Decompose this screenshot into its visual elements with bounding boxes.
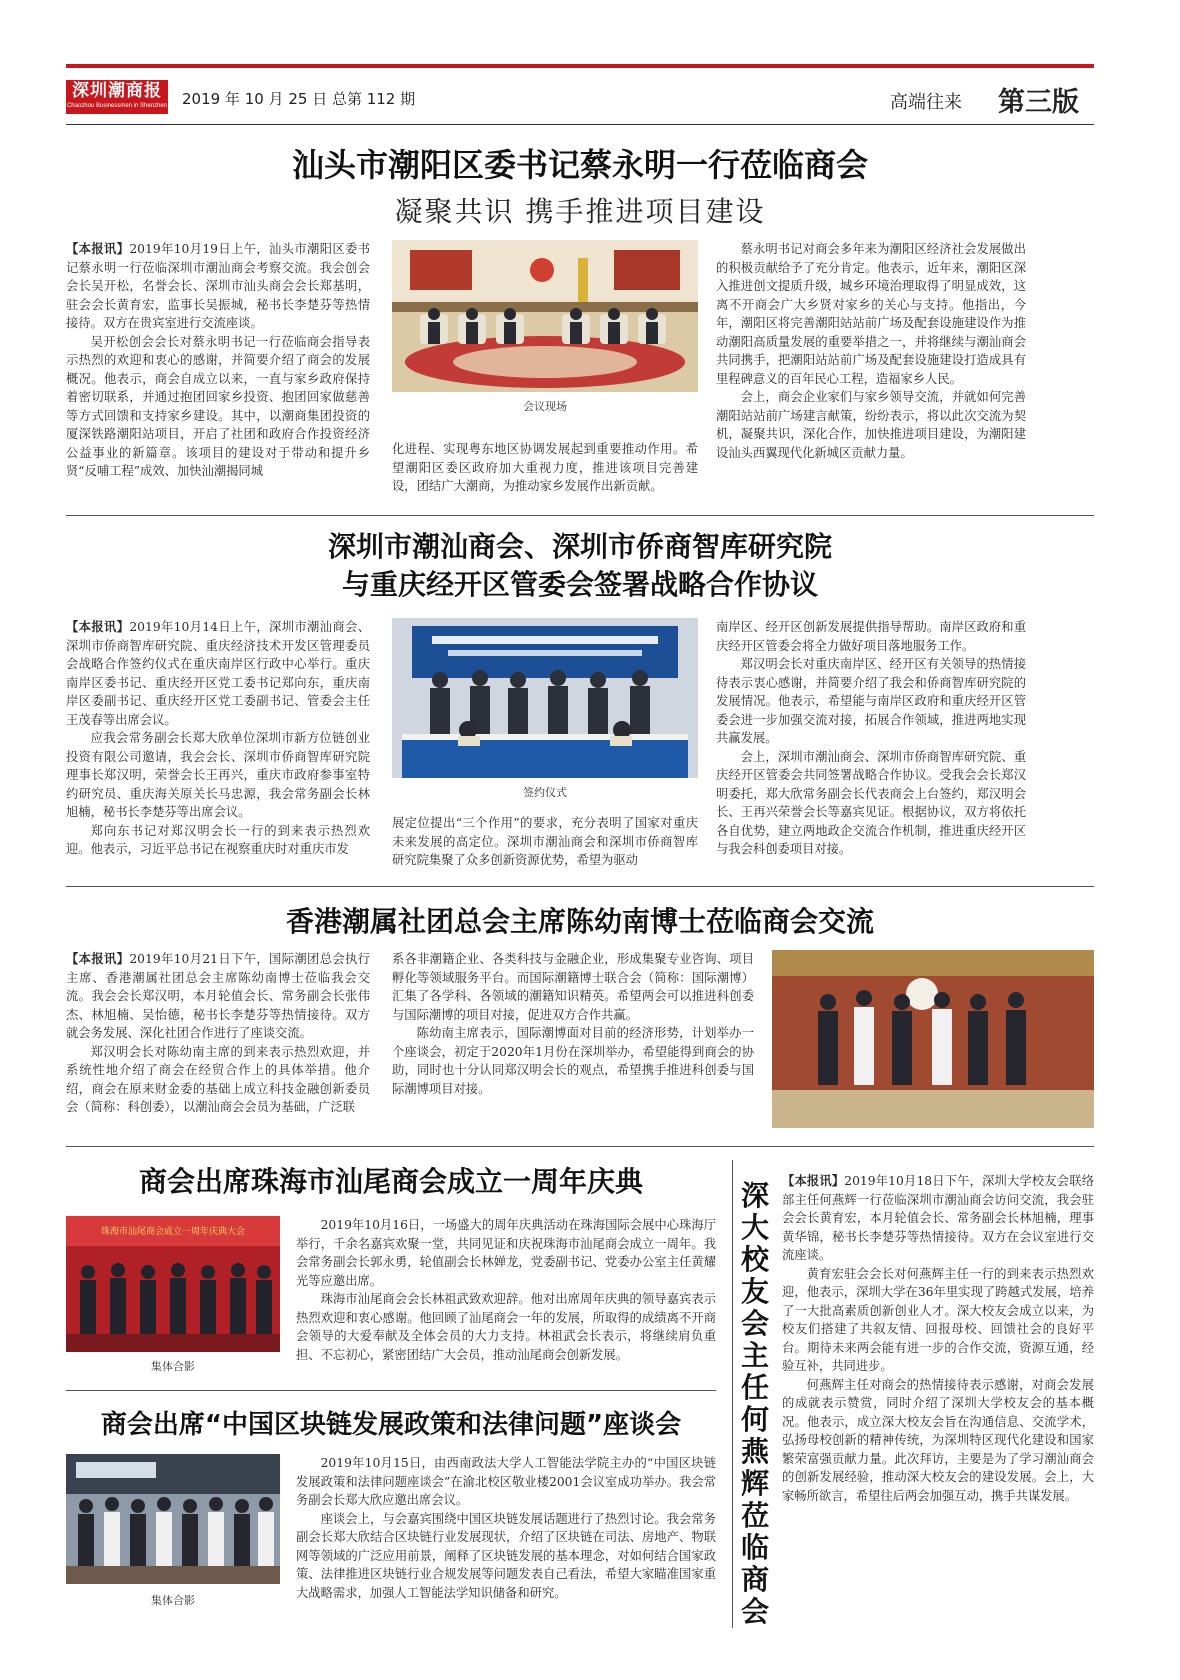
article3-divider [66, 1146, 1094, 1147]
logo-english: Chaozhou Businessmen in Shenzhen [66, 103, 168, 109]
article6-title: 深大校友会主任何燕辉莅临商会 [740, 1179, 769, 1628]
article1-para-1: 2019年10月19日上午，汕头市潮阳区委书记蔡永明一行莅临深圳市潮汕商会考察交流。我会创会会长吴开松，名誉会长、深圳市汕头商会会长郑基明，驻会会长黄育宏，监事长吴振城，秘书长李楚芬等热情接待。双方在贵宾室进行交流座谈。 [66, 242, 370, 330]
article6-para-2: 黄育宏驻会会长对何燕辉主任一行的到来表示热烈欢迎，他表示，深圳大学在36年里实现了跨越式发展，培养了一大批高素质创新创业人才。深大校友会成立以来，为校友们搭建了共叙友情、回报母校、回馈社会的良好平台。期待未来两会能有进一步的合作交流，资源互通，经验互补，共同进步。 [782, 1266, 1094, 1373]
masthead [66, 76, 1094, 120]
article1-para-3: 化进程、实现粤东地区协调发展起到重要推动作用。希望潮阳区委区政府加大重视力度，推进该项目完善建设，团结广大潮商，为推动家乡发展作出新贡献。 [392, 442, 698, 493]
article3-para-3: 系各非潮籍企业、各类科技与金融企业，形成集聚专业咨询、项目孵化等领域服务平台。而国际潮籍博士联合会（简称：国际潮博）汇集了各学科、各领域的潮籍知识精英。希望两会可以推进科创委与国际潮博的项目对接，促进双方合作共赢。 [392, 952, 754, 1022]
article2-column-3 [716, 618, 1026, 870]
article4-para-1: 2019年10月16日，一场盛大的周年庆典活动在珠海国际会展中心珠海厅举行，千余名嘉宾欢聚一堂，共同见证和庆祝珠海市汕尾商会成立一周年。我会常务副会长郭永勇，轮值副会长林婵龙，党委副书记、党委办公室主任黄耀光等应邀出席。 [296, 1218, 716, 1288]
article1-column-2 [392, 440, 698, 496]
article2-signing-photo [392, 618, 698, 778]
masthead-rule [66, 124, 1094, 125]
article2-para-6: 郑汉明会长对重庆南岸区、经开区有关领导的热情接待表示衷心感谢，并简要介绍了我会和侨商智库研究院的发展情况。他表示，希望能与南岸区政府和重庆经开区管委会进一步加强交流对接，拓展合作领域，推进两地实现共赢发展。 [716, 657, 1026, 745]
article2-para-1: 2019年10月14日上午，深圳市潮汕商会、深圳市侨商智库研究院、重庆经济技术开发区管理委员会战略合作签约仪式在重庆南岸区行政中心举行。重庆南岸区委书记、重庆经开区党工委书记郑向东，重庆南岸区委副书记、重庆经开区党工委副书记、管委会主任王茂春等出席会议。 [66, 620, 370, 727]
article1-column-1 [66, 240, 370, 496]
article2-divider [66, 886, 1094, 887]
newspaper-logo[interactable] [66, 80, 168, 114]
article1-meeting-photo [392, 240, 698, 392]
article4-anniversary-photo [66, 1216, 280, 1352]
article1-para-4: 蔡永明书记对商会多年来为潮阳区经济社会发展做出的积极贡献给予了充分肯定。他表示，近年来，潮阳区深入推进创文提质升级，城乡环境治理取得了明显成效，这离不开商会广大乡贤对家乡的关心与支持。他指出，今年，潮阳区将完善潮阳站站前广场及配套设施建设作为推动潮阳高质量发展的重要举措之一，并将继续与潮汕商会共同携手，把潮阳站站前广场及配套设施建设打造成具有里程碑意义的百年民心工程，造福家乡人民。 [716, 242, 1026, 386]
article5-title: 商会出席“中国区块链发展政策和法律问题”座谈会 [100, 1410, 682, 1440]
masthead-red-bar [66, 64, 1094, 68]
article6-column-divider [732, 1160, 733, 1628]
article1-column-3 [716, 240, 1026, 496]
article4-banner-text: 珠海市汕尾商会成立一周年庆典大会 [100, 1227, 245, 1237]
article2-para-7: 会上，深圳市潮汕商会、深圳市侨商智库研究院、重庆经开区管委会共同签署战略合作协议。受我会会长郑汉明委托，郑大欣常务副会长代表商会上台签约，郑汉明会长、王再兴荣誉会长等嘉宾见证。根据协议，双方将依托各自优势，建立两地政企交流合作机制，推进重庆经开区与我会科创委项目对接。 [716, 749, 1026, 856]
article1-subtitle: 凝聚共识 携手推进项目建设 [394, 195, 766, 228]
article6-body [782, 1172, 1094, 1628]
article4-title: 商会出席珠海市汕尾商会成立一周年庆典 [138, 1165, 643, 1198]
article3-group-photo [772, 950, 1094, 1128]
article5-seminar-photo [66, 1454, 280, 1584]
article3-title: 香港潮属社团总会主席陈幼南博士莅临商会交流 [285, 905, 874, 938]
logo-chinese: 深圳潮商报 [72, 81, 162, 101]
article3-tag: 【本报讯】 [66, 952, 130, 966]
article4-para-2: 珠海市汕尾商会会长林祖武致欢迎辞。他对出席周年庆典的领导嘉宾表示热烈欢迎和衷心感谢。他回顾了汕尾商会一年的发展，所取得的成绩离不开商会领导的大爱奉献及全体会员的大力支持。林祖武会长表示，将继续肩负重担、不忘初心，紧密团结广大会员，推动汕尾商会创新发展。 [296, 1292, 716, 1362]
article1-divider [66, 515, 1094, 516]
article6-tag: 【本报讯】 [782, 1174, 845, 1188]
article2-para-3: 郑向东书记对郑汉明会长一行的到来表示热烈欢迎。他表示，习近平总书记在视察重庆时对重庆市发 [66, 823, 370, 856]
article5-para-1: 2019年10月15日，由西南政法大学人工智能法学院主办的“中国区块链发展政策和法律问题座谈会”在渝北校区敬业楼2001会议室成功举办。我会常务副会长郑大欣应邀出席会议。 [296, 1456, 716, 1507]
article3-column-1 [66, 950, 370, 1134]
section-name: 高端往来 [890, 92, 962, 113]
article6-para-1: 2019年10月18日下午，深圳大学校友会联络部主任何燕辉一行莅临深圳市潮汕商会访问交流，我会驻会会长黄育宏，本月轮值会长、常务副会长林旭楠，理事黄华锦，秘书长李楚芬等热情接待。双方在会议室进行交流座谈。 [782, 1174, 1094, 1262]
article5-photo-caption: 集体合影 [151, 1594, 195, 1607]
article1-title: 汕头市潮阳区委书记蔡永明一行莅临商会 [291, 146, 868, 184]
article3-para-1: 2019年10月21日下午，国际潮团总会执行主席、香港潮属社团总会主席陈幼南博士莅临我会交流。我会会长郑汉明，本月轮值会长、常务副会长张伟杰、林旭楠、吴怡德，秘书长李楚芬等热情接待。双方就会务发展、深化社团合作进行了座谈交流。 [66, 952, 370, 1040]
article1-para-2: 吴开松创会会长对蔡永明书记一行莅临商会指导表示热烈的欢迎和衷心的感谢，并简要介绍了商会的发展概况。他表示，商会自成立以来，一直与家乡政府保持着密切联系，并通过抱团回家乡投资、抱团回家做慈善等方式回馈和支持家乡建设。其中，以潮商集团投资的厦深铁路潮阳站项目，开启了社团和政府合作投资经济公益事业的新篇章。该项目的建设对于带动和提升乡贤“反哺工程”成效、加快汕潮揭同城 [66, 334, 370, 478]
edition-number: 第三版 [998, 87, 1079, 118]
article5-para-2: 座谈会上，与会嘉宾围绕中国区块链发展话题进行了热烈讨论。我会常务副会长郑大欣结合区块链行业发展现状，介绍了区块链在司法、房地产、物联网等领域的广泛应用前景，阐释了区块链发展的基本理念，对如何结合国家政策、法律推进区块链行业合规发展等问题发表自己看法，希望大家瞄准国家重大战略需求，加强人工智能法学知识储备和研究。 [296, 1511, 716, 1600]
article6-para-3: 何燕辉主任对商会的热情接待表示感谢，对商会发展的成就表示赞赏，同时介绍了深圳大学校友会的基本概况。他表示，成立深大校友会旨在沟通信息、交流学术，弘扬母校创新的精神传统，为深圳特区现代化建设和国家繁荣富强贡献力量。此次拜访，主要是为了学习潮汕商会的创新发展经验，推动深大校友会的建设发展。会上，大家畅所欲言，希望往后两会加强互动，携手共谋发展。 [782, 1377, 1094, 1503]
article2-para-2: 应我会常务副会长郑大欣单位深圳市新方位链创业投资有限公司邀请，我会会长、深圳市侨商智库研究院理事长郑汉明，荣誉会长王再兴，重庆市政府参事室特约研究员、重庆海关原关长马忠源，我会常务副会长林旭楠，秘书长李楚芬等出席会议。 [66, 731, 370, 819]
article1-photo-caption: 会议现场 [523, 400, 567, 413]
article2-column-2 [392, 814, 698, 870]
article2-title-line2: 与重庆经开区管委会签署战略合作协议 [341, 568, 818, 601]
article3-column-2 [392, 950, 754, 1134]
article2-para-5: 南岸区、经开区创新发展提供指导帮助。南岸区政府和重庆经开区管委会将全力做好项目落地服务工作。 [716, 620, 1026, 653]
article1-para-5: 会上，商会企业家们与家乡领导交流，并就如何完善潮阳站站前广场建言献策，纷纷表示，将以此次交流为契机，凝聚共识，深化合作，加快推进项目建设，为潮阳建设汕头西翼现代化新城区贡献力量。 [716, 390, 1026, 460]
article3-para-4: 陈幼南主席表示，国际潮博面对目前的经济形势，计划举办一个座谈会，初定于2020年1月份在深圳举办，希望能得到商会的协助，同时也十分认同郑汉明会长的观点，希望携手推进科创委与国际潮博项目对接。 [392, 1026, 754, 1096]
article3-para-2: 郑汉明会长对陈幼南主席的到来表示热烈欢迎，并系统性地介绍了商会在经贸合作上的具体举措。他介绍，商会在原来财金委的基础上成立科技金融创新委员会（简称：科创委），以潮汕商会会员为基础，广泛联 [66, 1044, 370, 1114]
article2-title-line1: 深圳市潮汕商会、深圳市侨商智库研究院 [327, 530, 832, 563]
article1-tag: 【本报讯】 [66, 242, 130, 256]
article2-tag: 【本报讯】 [66, 620, 130, 634]
article2-photo-caption: 签约仪式 [523, 786, 567, 799]
article4-body [296, 1216, 716, 1372]
article4-divider [66, 1390, 716, 1391]
article5-body [296, 1454, 716, 1630]
article2-para-4: 展定位提出“三个作用”的要求，充分表明了国家对重庆未来发展的高定位。深圳市潮汕商会和深圳市侨商智库研究院集聚了众多创新资源优势，希望为驱动 [392, 816, 698, 867]
issue-dateline: 2019 年 10 月 25 日 总第 112 期 [182, 90, 416, 108]
article2-column-1 [66, 618, 370, 870]
article4-photo-caption: 集体合影 [151, 1360, 195, 1373]
